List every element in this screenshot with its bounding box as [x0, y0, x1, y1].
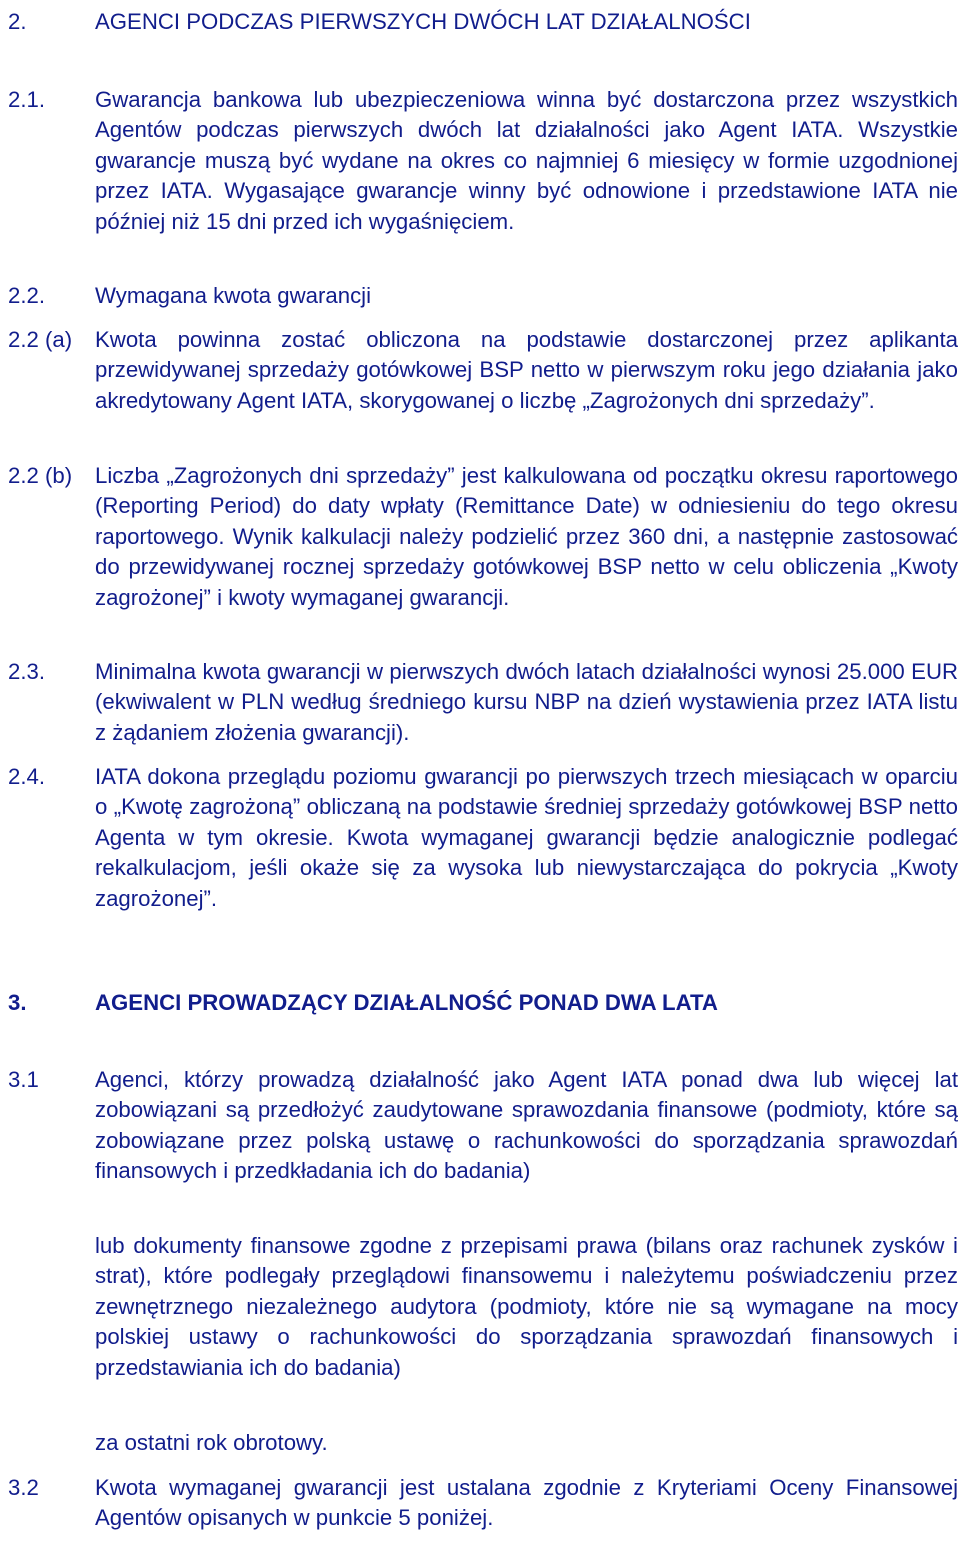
paragraph-text: Minimalna kwota gwarancji w pierwszych dwóch latach działalności wynosi 25.000 EUR (ekwiwalent w PLN według średniego kursu NBP na dzień wystawienia przez IATA listu z żądaniem złożenia gwarancji). [95, 659, 958, 745]
paragraph-number: 3.2 [8, 1475, 39, 1500]
paragraph-number: 3.1 [8, 1067, 39, 1092]
section-title: AGENCI PODCZAS PIERWSZYCH DWÓCH LAT DZIAŁALNOŚCI [95, 9, 751, 34]
paragraph-text: IATA dokona przeglądu poziomu gwarancji po pierwszych trzech miesiącach w oparciu o „Kwotę zagrożoną” obliczaną na podstawie średniej sprzedaży gotówkowej BSP netto Agenta w tym okresie. Kwota wymaganej gwarancji będzie analogicznie podlegać rekalkulacjom, jeśli okaże się za wysoka lub niewystarczająca do pokrycia „Kwoty zagrożonej”. [95, 764, 958, 911]
paragraph-2-3 [8, 657, 958, 748]
paragraph-number: 2.3. [8, 659, 46, 684]
paragraph-number: 2.2. [8, 283, 46, 308]
paragraph-2-1 [8, 85, 958, 237]
paragraph-text: Gwarancja bankowa lub ubezpieczeniowa winna być dostarczona przez wszystkich Agentów podczas pierwszych dwóch lat działalności jako Agent IATA. Wszystkie gwarancje muszą być wydane na okres co najmniej 6 miesięcy w formie uzgodnionej przez IATA. Wygasające gwarancje winny być odnowione i przedstawione IATA nie później niż 15 dni przed ich wygaśnięciem. [95, 87, 958, 234]
paragraph-text: lub dokumenty finansowe zgodne z przepisami prawa (bilans oraz rachunek zysków i strat), które podlegały przeglądowi finansowemu i należytemu poświadczeniu przez zewnętrznego niezależnego audytora (podmioty, które nie są wymagane na mocy polskiej ustawy o rachunkowości do sporządzania sprawozdań finansowych i przedstawiania ich do badania) [95, 1233, 958, 1380]
paragraph-number: 2.4. [8, 764, 46, 789]
paragraph-3-1 [8, 1065, 958, 1187]
section-3-heading [8, 988, 958, 1018]
paragraph-text: Kwota wymaganej gwarancji jest ustalana zgodnie z Kryteriami Oceny Finansowej Agentów opisanych w punkcie 5 poniżej. [95, 1475, 958, 1531]
paragraph-2-4 [8, 762, 958, 914]
paragraph-2-2 [8, 281, 958, 311]
paragraph-3-1-continuation [95, 1231, 958, 1383]
paragraph-2-2-a [8, 325, 958, 416]
paragraph-3-2 [8, 1473, 958, 1534]
section-title: AGENCI PROWADZĄCY DZIAŁALNOŚĆ PONAD DWA LATA [95, 990, 718, 1015]
paragraph-text: Kwota powinna zostać obliczona na podstawie dostarczonej przez aplikanta przewidywanej sprzedaży gotówkowej BSP netto w pierwszym roku jego działania jako akredytowany Agent IATA, skorygowanej o liczbę „Zagrożonych dni sprzedaży”. [95, 327, 958, 413]
paragraph-text: Wymagana kwota gwarancji [95, 283, 372, 308]
section-number: 2. [8, 9, 27, 34]
paragraph-text: Agenci, którzy prowadzą działalność jako Agent IATA ponad dwa lub więcej lat zobowiązani są przedłożyć zaudytowane sprawozdania finansowe (podmioty, które są zobowiązane przez polską ustawę o rachunkowości do sporządzania sprawozdań finansowych i przedkładania ich do badania) [95, 1067, 958, 1184]
paragraph-3-1-closing [95, 1428, 958, 1458]
paragraph-number: 2.2 (b) [8, 463, 73, 488]
paragraph-2-2-b [8, 461, 958, 613]
paragraph-text: Liczba „Zagrożonych dni sprzedaży” jest kalkulowana od początku okresu raportowego (Reporting Period) do daty wpłaty (Remittance Date) w odniesieniu do tego okresu raportowego. Wynik kalkulacji należy podzielić przez 360 dni, a następnie zastosować do przewidywanej rocznej sprzedaży gotówkowej BSP netto w celu obliczenia „Kwoty zagrożonej” i kwoty wymaganej gwarancji. [95, 463, 958, 610]
paragraph-number: 2.1. [8, 87, 46, 112]
paragraph-text: za ostatni rok obrotowy. [95, 1430, 328, 1455]
section-number: 3. [8, 990, 27, 1015]
paragraph-number: 2.2 (a) [8, 327, 73, 352]
section-2-heading [8, 7, 958, 37]
